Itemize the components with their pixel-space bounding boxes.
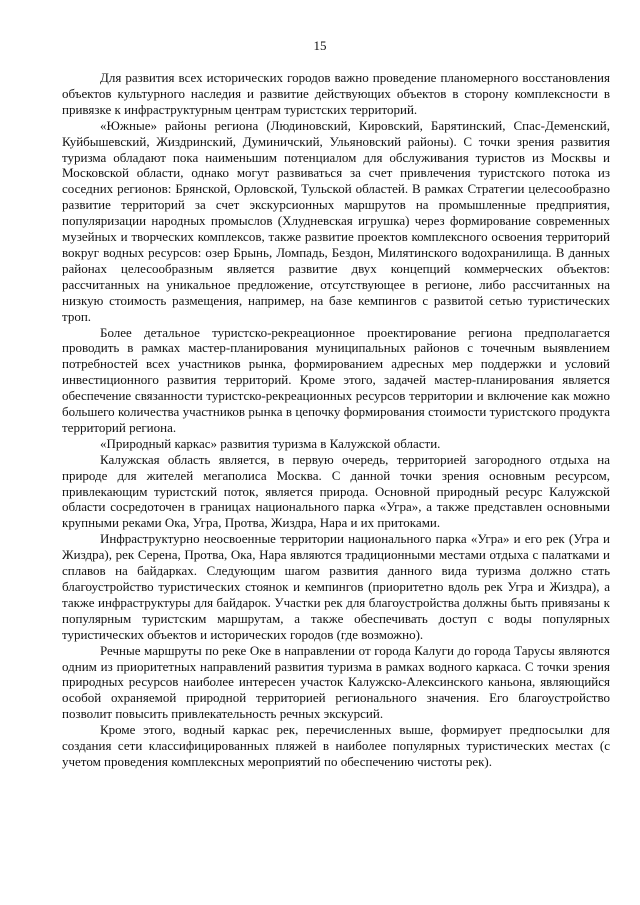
paragraph-beaches: Кроме этого, водный каркас рек, перечисленных выше, формирует предпосылки для создания сети классифицированных пляжей в наиболее популярных туристических местах (с учетом проведения комплексных мероприятий по обеспечению чистоты рек). xyxy=(62,722,610,769)
paragraph-kaluga-region: Калужская область является, в первую очередь, территорией загородного отдыха на природе для жителей мегаполиса Москва. С данной точки зрения основным ресурсом, привлекающим туристский поток, является природа. Основной природный ресурс Калужской области сосредоточен в границах национального парка «Угра», а также представлен основными крупными реками Ока, Угра, Протва, Жиздра, Нара и их притоками. xyxy=(62,451,610,531)
section-heading-natural-framework: «Природный каркас» развития туризма в Калужской области. xyxy=(100,435,441,451)
paragraph-ugra-park: Инфраструктурно неосвоенные территории национального парка «Угра» и его рек (Угра и Жиздра), рек Серена, Протва, Ока, Нара являются традиционными местами отдыха с палатками и сплавов на байдарках. Следующим шагом развития данного вида туризма должно стать благоустройство туристических стоянок и кемпингов (приоритетно вдоль рек Угра и Жиздра), а также инфраструктуры для байдарок. Участки рек для благоустройства должны быть привязаны к популярным туристским маршрутам, а также обеспечивать доступ с воды популярных туристических объектов и исторических городов (где возможно). xyxy=(62,531,610,642)
paragraph-southern-districts: «Южные» районы региона (Людиновский, Кировский, Барятинский, Спас-Деменский, Куйбышевский, Жиздринский, Думиничский, Ульяновский районы). С точки зрения развития туризма обладают пока наименьшим потенциалом для обслуживания туристов из Москвы и Московской области, однако могут развиваться за счет привлечения туристского потока из соседних регионов: Брянской, Орловской, Тульской областей. В рамках Стратегии целесообразно развитие территорий за счет экскурсионных маршрутов на промышленные предприятия, популяризации народных промыслов (Хлудневская игрушка) через формирование современных музейных и творческих комплексов, также развитие проектов комплексного освоения территорий вокруг водных ресурсов: озер Брынь, Ломпадь, Бездон, Милятинского водохранилища. В данных районах целесообразным является развитие двух концепций коммерческих объектов: рассчитанных на уникальное предложение, отсутствующее в регионе, либо рассчитанных на низкую стоимость размещения, например, на базе кемпингов с развитой сетью туристических троп. xyxy=(62,117,610,324)
document-body xyxy=(62,70,610,770)
paragraph-oka-routes: Речные маршруты по реке Оке в направлении от города Калуги до города Тарусы являются одним из приоритетных направлений развития туризма в рамках водного каркаса. С точки зрения природных ресурсов наиболее интересен участок Калужско-Алексинского каньона, являющийся особой охраняемой природной территорией регионального значения. Его благоустройство позволит повысить привлекательность речных экскурсий. xyxy=(62,642,610,722)
paragraph-master-planning: Более детальное туристско-рекреационное проектирование региона предполагается проводить в рамках мастер-планирования муниципальных районов с точечным выявлением потребностей всех участников рынка, формированием адресных мер поддержки и условий инвестиционного развития территорий. Кроме этого, задачей мастер-планирования является обеспечение связанности туристско-рекреационных ресурсов территории и включение как можно большего количества участников рынка в цепочку формирования стоимости туристского продукта территорий региона. xyxy=(62,324,610,435)
paragraph-historic-cities: Для развития всех исторических городов важно проведение планомерного восстановления объектов культурного наследия и развитие действующих объектов в сторону комплексности в привязке к инфраструктурным центрам туристских территорий. xyxy=(62,70,610,117)
page-number: 15 xyxy=(313,38,327,53)
